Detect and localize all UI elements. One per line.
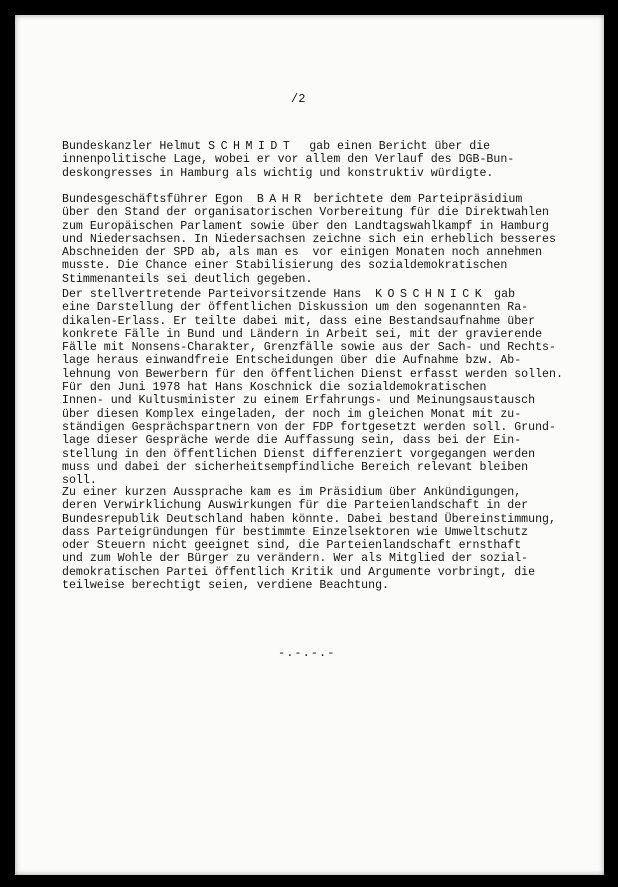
paragraph-bahr-report — [62, 193, 602, 286]
paragraph-schmidt-report — [62, 140, 602, 180]
text-line: lehnung von Bewerbern für den öffentlichen Dienst erfasst werden sollen. — [62, 367, 563, 381]
text-line: soll. — [62, 474, 97, 488]
text-line: Bundeskanzler Helmut SCHMIDT gab einen Bericht über die — [62, 140, 491, 153]
text-line: über den Stand der organisatorischen Vorbereitung für die Direktwahlen — [62, 206, 550, 220]
spaced-surname: SCHMIDT — [208, 140, 296, 153]
text-line: dikalen-Erlass. Er teilte dabei mit, dass eine Bestandsaufnahme über — [62, 314, 536, 328]
text-line: Der stellvertretende Parteivorsitzende Hans KOSCHNICK gab — [62, 288, 516, 301]
text-line: deskongresses in Hamburg als wichtig und konstruktiv würdigte. — [62, 166, 494, 180]
paragraph-koschnick-report — [62, 288, 602, 487]
text-line: demokratischen Partei öffentlich Kritik und Argumente vorbringt, die — [62, 565, 536, 579]
text-line: und Niedersachsen. In Niedersachsen zeichne sich ein erheblich besseres — [62, 232, 556, 246]
text-line: Fälle mit Nonsens-Charakter, Grenzfälle sowie aus der Sach- und Rechts- — [62, 341, 556, 355]
text-line: teilweise berechtigt seien, verdiene Beachtung. — [62, 579, 389, 593]
text-line: muss und dabei der sicherheitsempfindliche Bereich relevant bleiben — [62, 460, 529, 474]
text-line: eine Darstellung der öffentlichen Diskussion um den sogenannten Ra- — [62, 301, 529, 315]
spaced-surname: KOSCHNICK — [375, 288, 488, 301]
text-line: konkrete Fälle in Bund und Ländern in Arbeit sei, mit der gravierende — [62, 327, 543, 341]
text-line: musste. Die Chance einer Stabilisierung des sozialdemokratischen — [62, 259, 508, 273]
text-line: lage heraus einwandfreie Entscheidungen über die Aufnahme bzw. Ab- — [62, 354, 522, 368]
text-line: Bundesgeschäftsführer Egon BAHR berichtete dem Parteipräsidium — [62, 193, 523, 206]
text-line: lage dieser Gespräche werde die Auffassung sein, dass bei der Ein- — [62, 434, 522, 448]
paragraph-party-discussion — [62, 486, 602, 592]
page-number: /2 — [291, 92, 306, 106]
text-line: Bundesrepublik Deutschland haben könnte. Dabei bestand Übereinstimmung, — [62, 512, 556, 526]
text-line: über diesen Komplex eingeladen, der noch im gleichen Monat mit zu- — [62, 407, 522, 421]
text-line: stellung in den öffentlichen Dienst differenziert vorgegangen werden — [62, 447, 536, 461]
text-line: ständigen Gesprächspartnern von der FDP fortgesetzt werden soll. Grund- — [62, 420, 556, 434]
text-line: Zu einer kurzen Aussprache kam es im Präsidium über Ankündigungen, — [62, 486, 522, 499]
text-line: und zum Wohle der Bürger zu verändern. Wer als Mitglied der sozial- — [62, 552, 529, 566]
text-line: dass Parteigründungen für bestimmte Einzelsektoren wie Umweltschutz — [62, 525, 529, 539]
text-line: Stimmenanteils sei deutlich gegeben. — [62, 272, 313, 286]
text-line: oder Steuern nicht geeignet sind, die Parteienlandschaft ernsthaft — [62, 539, 522, 553]
text-line: Abschneiden der SPD ab, als man es vor einigen Monaten noch annehmen — [62, 246, 543, 260]
text-line: innenpolitische Lage, wobei er vor allem den Verlauf des DGB-Bun- — [62, 153, 515, 167]
text-line: Für den Juni 1978 hat Hans Koschnick die sozialdemokratischen — [62, 381, 487, 395]
document-page — [15, 15, 604, 875]
text-line: zum Europäischen Parlament sowie über den Landtagswahlkampf in Hamburg — [62, 219, 550, 233]
text-line: deren Verwirklichung Auswirkungen für die Parteienlandschaft in der — [62, 499, 529, 513]
text-line: Innen- und Kultusminister zu einem Erfahrungs- und Meinungsaustausch — [62, 394, 536, 408]
end-mark: -.-.-.- — [278, 646, 336, 660]
spaced-surname: BAHR — [256, 193, 307, 206]
